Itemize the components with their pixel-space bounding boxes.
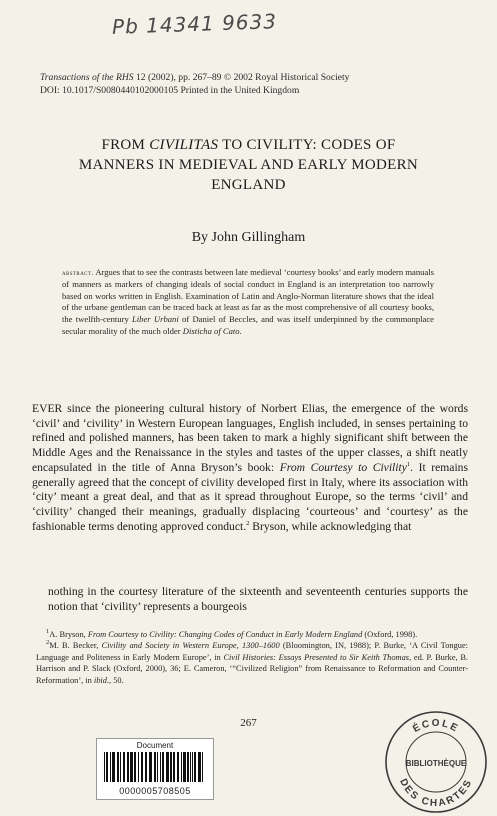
body-paragraph: [32, 402, 468, 534]
barcode-bar: [194, 752, 196, 782]
barcode-bar: [145, 752, 147, 782]
footnote-italic: Civility and Society in Western Europe, 1300–1600: [101, 641, 280, 651]
barcode-bar: [112, 752, 115, 782]
barcode-bar: [183, 752, 186, 782]
footnote-2: [36, 640, 468, 686]
barcode-bar: [110, 752, 111, 782]
footnote-text: M. B. Becker,: [49, 641, 102, 651]
barcode-bar: [187, 752, 189, 782]
abstract-liber-urbani: Liber Urbani: [132, 314, 179, 325]
barcode-bar: [173, 752, 175, 782]
barcode-bar: [170, 752, 172, 782]
title-line3: ENGLAND: [211, 177, 286, 193]
title-line2: MANNERS IN MEDIEVAL AND EARLY MODERN: [78, 157, 419, 173]
footnote-italic: From Courtesy to Civility: Changing Codes of Conduct in Early Modern England: [87, 630, 363, 639]
footnote-1: [36, 629, 468, 640]
body-text: . It remains generally agreed that the concept of civility developed first in Italy, where its association with ‘city’ meant a great deal, and that as it spread throughout Europe, so the terms ‘civil’ and ‘civility’ changed their meanings, gradually displacing ‘courteous’ and ‘courtesy’ as the fashionable terms denoting approved conduct.: [32, 460, 468, 533]
title-civilitas: CIVILITAS: [149, 137, 219, 153]
barcode-bar: [149, 752, 152, 782]
footnote-text: , ed. P. Burke, B. Harrison and P. Slack (Oxford, 2000), 36; E. Cameron, ‘“Civilized Religion” from Renaissance to Reformation and Counter-Reformation’, in: [36, 652, 469, 685]
barcode-bar: [198, 752, 201, 782]
barcode-bar: [123, 752, 125, 782]
title-line1-start: FROM: [101, 137, 150, 153]
barcode-bar: [134, 752, 136, 782]
abstract-text: of Daniel of Beccles, and was itself underpinned by the commonplace secular morality of the much older: [62, 314, 434, 336]
footnote-text: (Bloomington, IN, 1988); P. Burke, ‘A Civil Tongue: Language and Politeness in Early Modern Europe’, in: [36, 641, 468, 662]
journal-volume-pages: 12 (2002), pp. 267–89 © 2002 Royal Historical Society: [133, 72, 350, 83]
footnotes: [36, 629, 468, 686]
abstract-label: abstract.: [62, 268, 94, 277]
barcode-bar: [166, 752, 169, 782]
journal-citation: [40, 72, 470, 97]
page-number: 267: [240, 717, 257, 729]
block-quote: nothing in the courtesy literature of the sixteenth and seventeenth centuries supports the notion that ‘civility’ represents a bourgeois: [48, 585, 468, 613]
footnote-text: , 50.: [109, 675, 124, 685]
barcode-bar: [202, 752, 203, 782]
barcode-bar: [127, 752, 129, 782]
footnote-number: 1: [46, 628, 50, 636]
doi-line: DOI: 10.1017/S0080440102000105 Printed in the United Kingdom: [40, 84, 300, 96]
svg-text:BIBLIOTHÈQUE: BIBLIOTHÈQUE: [405, 759, 467, 768]
abstract: [62, 267, 434, 338]
barcode-bar: [192, 752, 193, 782]
barcode-bar: [117, 752, 119, 782]
footnote-italic: ibid.: [93, 675, 110, 685]
footnote-ref-2[interactable]: 2: [246, 519, 250, 527]
body-text: Bryson, while acknowledging that: [249, 519, 412, 533]
barcode-title: Document: [136, 741, 174, 750]
footnote-text: (Oxford, 1998).: [362, 630, 418, 639]
article-title: [30, 135, 467, 195]
barcode-bar: [104, 752, 105, 782]
barcode-bar: [160, 752, 161, 782]
barcode-bar: [138, 752, 139, 782]
barcode-label: [96, 738, 214, 800]
svg-text:ÉCOLE: ÉCOLE: [411, 717, 461, 736]
barcode-icon: [103, 752, 207, 782]
footnote-number: 2: [46, 639, 50, 647]
barcode-bar: [157, 752, 158, 782]
footnote-italic: Civil Histories: Essays Presented to Sir Keith Thomas: [223, 652, 410, 662]
body-book-title: From Courtesy to Civility: [279, 460, 407, 474]
abstract-disticha: Disticha of Cato: [182, 325, 240, 336]
journal-name: Transactions of the RHS: [40, 72, 134, 83]
barcode-bar: [106, 752, 108, 782]
barcode-bar: [181, 752, 182, 782]
barcode-bar: [177, 752, 179, 782]
barcode-bar: [130, 752, 133, 782]
barcode-bar: [154, 752, 156, 782]
barcode-bar: [120, 752, 121, 782]
barcode-bar: [141, 752, 143, 782]
svg-text:DES CHARTES: DES CHARTES: [397, 777, 475, 810]
barcode-bar: [162, 752, 164, 782]
barcode-bar: [190, 752, 191, 782]
barcode-number: 0000005708505: [119, 786, 191, 796]
title-line1-end: TO CIVILITY: CODES OF: [218, 137, 396, 153]
abstract-text: Argues that to see the contrasts between late medieval ‘courtesy books’ and early modern manuals of manners as markers of changing ideals of social conduct in England is an interpretation too narrowly based on works written in English. Examination of Latin and Anglo-Norman literature shows that the ideal of the urbane gentleman can be traced back at least as far as the most comprehensive of all courtesy books, the twelfth-century: [62, 267, 434, 325]
abstract-text: .: [239, 325, 242, 336]
body-text: EVER since the pioneering cultural history of Norbert Elias, the emergence of the words ‘civil’ and ‘civility’ in Western European languages, English included, in senses pertaining to refined and polished manners, has been taken to mark a highly significant shift between the Middle Ages and the Renaissance in the styles and tastes of the upper classes, a shift neatly encapsulated in the title of Anna Bryson’s book:: [32, 402, 468, 474]
footnote-text: A. Bryson,: [49, 630, 88, 639]
author-byline: By John Gillingham: [191, 230, 306, 245]
handwritten-shelfmark: Pb 14341 9633: [111, 9, 278, 39]
footnote-ref-1[interactable]: 1: [406, 460, 411, 468]
